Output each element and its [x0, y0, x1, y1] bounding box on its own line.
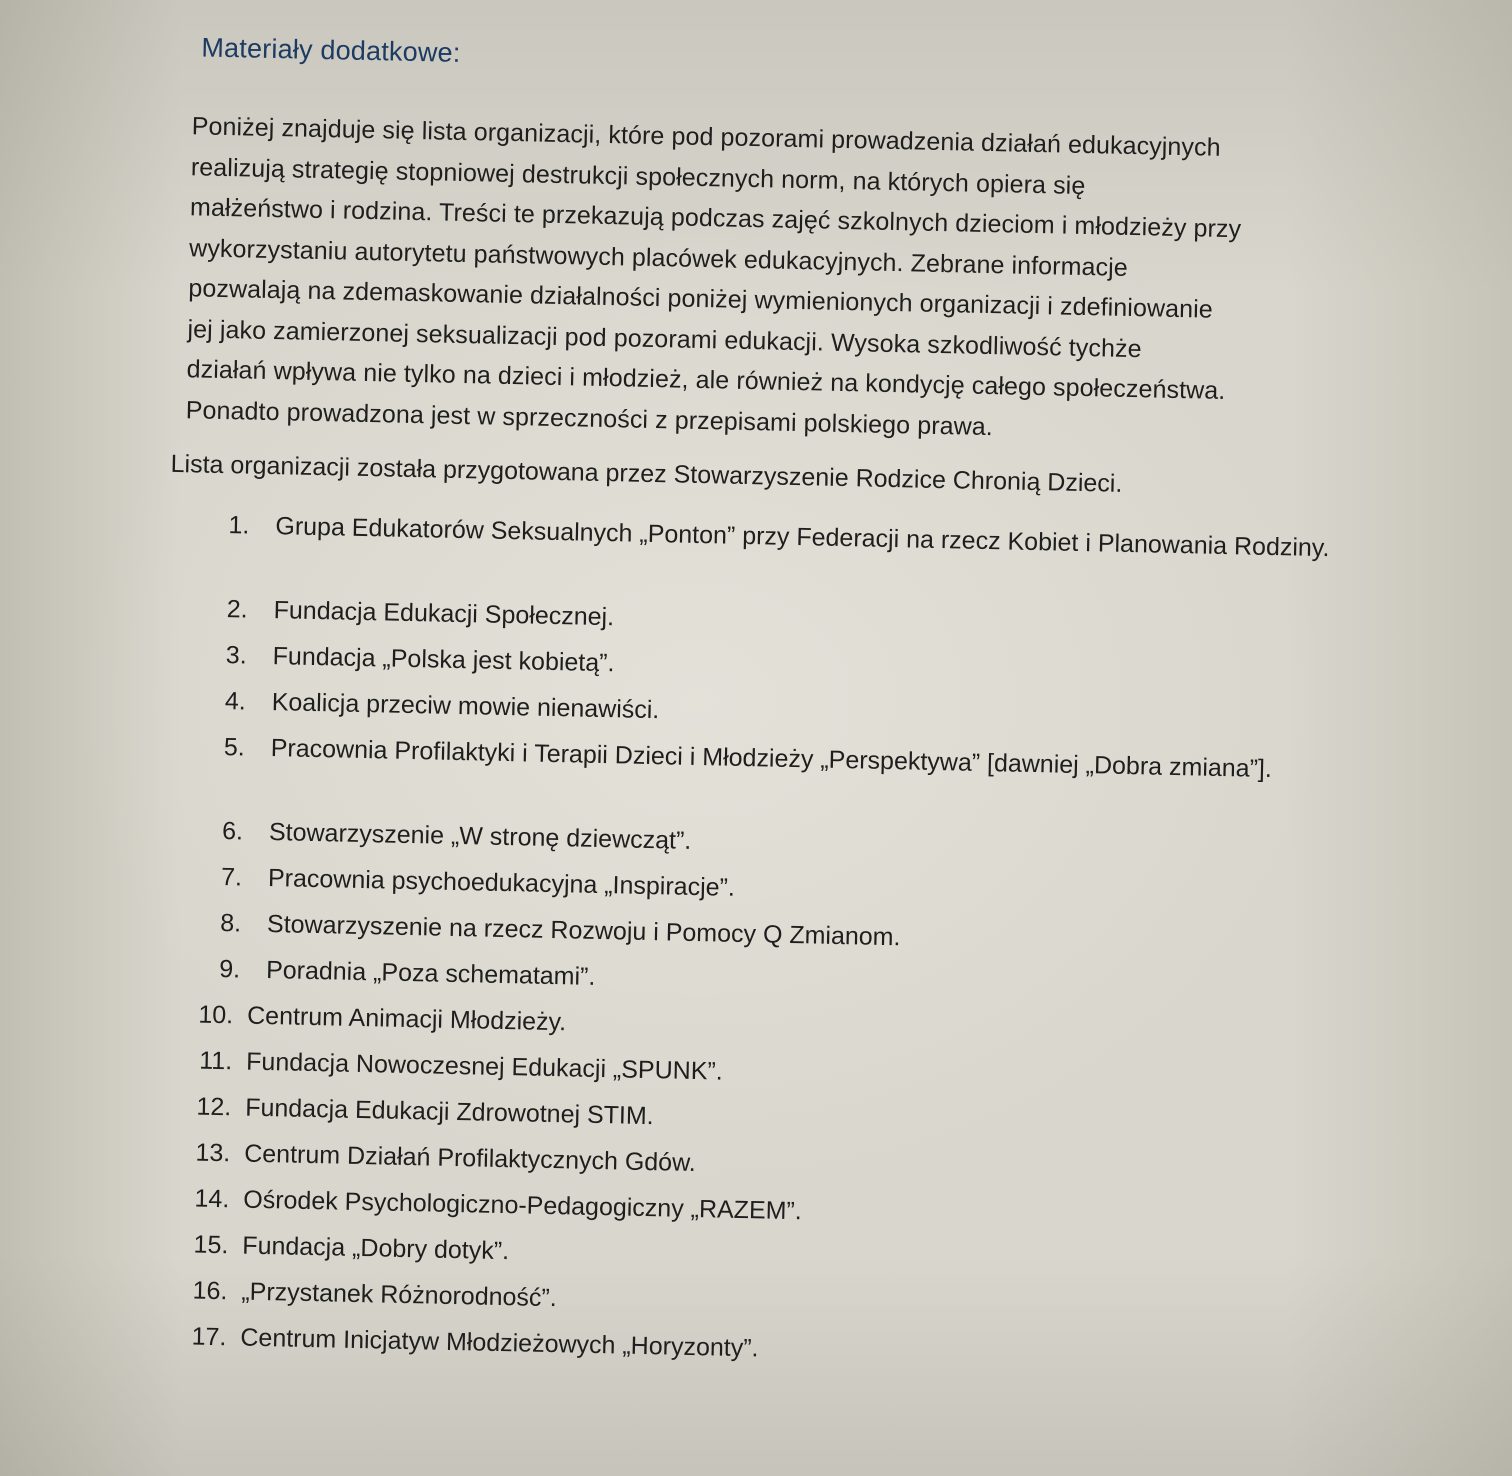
- list-item-number: 16.: [192, 1276, 228, 1306]
- list-item-text: Stowarzyszenie na rzecz Rozwoju i Pomocy Q Zmianom.: [266, 910, 901, 952]
- intro-line: pozwalają na zdemaskowanie działalności poniżej wymienionych organizacji i zdefiniowanie: [188, 274, 1214, 324]
- prepared-by-note: Lista organizacji została przygotowana przez Stowarzyszenie Rodzice Chronią Dzieci.: [170, 449, 1123, 498]
- list-item-number: 9.: [218, 955, 241, 984]
- list-item-number: 3.: [225, 641, 247, 670]
- document-heading: Materiały dodatkowe:: [201, 32, 461, 68]
- list-item-text: Fundacja „Polska jest kobietą”.: [272, 642, 615, 678]
- intro-line: Ponadto prowadzona jest w sprzeczności z przepisami polskiego prawa.: [185, 395, 994, 441]
- list-item: [169, 506, 1349, 567]
- intro-line: realizują strategię stopniowej destrukcji społecznych norm, na których opiera się: [190, 152, 1086, 200]
- list-item-number: 5.: [223, 733, 246, 762]
- intro-line: małżeństwo i rodzina. Treści te przekazują podczas zajęć szkolnych dzieciom i młodzieży przy: [189, 193, 1242, 244]
- list-item-number: 17.: [191, 1322, 227, 1352]
- list-item-number: 4.: [224, 687, 247, 716]
- list-item-text: Ośrodek Psychologiczno-Pedagogiczny „RAZEM”.: [243, 1185, 803, 1226]
- intro-line: działań wpływa nie tylko na dzieci i młodzież, ale również na kondycję całego społeczeństwa.: [186, 355, 1226, 405]
- list-item-number: 13.: [195, 1138, 231, 1168]
- list-item-number: 1.: [228, 511, 250, 540]
- list-item-text: Pracownia Profilaktyki i Terapii Dzieci i Młodzieży „Perspektywa” [dawniej „Dobra zmiana”].: [270, 734, 1273, 784]
- list-item-text: Stowarzyszenie „W stronę dziewcząt”.: [268, 818, 692, 855]
- intro-line: jej jako zamierzonej seksualizacji pod pozorami edukacji. Wysoka szkodliwość tychże: [187, 314, 1142, 363]
- list-item-number: 14.: [194, 1184, 230, 1214]
- list-item-text: Fundacja Nowoczesnej Edukacji „SPUNK”.: [245, 1047, 723, 1086]
- organization-list: [170, 506, 1370, 1363]
- list-item-text: Grupa Edukatorów Seksualnych „Ponton” przy Federacji na rzecz Kobiet i Planowania Rodziny.: [275, 512, 1330, 563]
- list-item-text: Fundacja Edukacji Zdrowotnej STIM.: [244, 1093, 654, 1131]
- intro-line: wykorzystaniu autorytetu państwowych placówek edukacyjnych. Zebrane informacje: [188, 233, 1129, 282]
- list-item-text: Poradnia „Poza schematami”.: [265, 956, 596, 991]
- list-item-text: Koalicja przeciw mowie nienawiści.: [271, 688, 660, 725]
- list-item-text: Centrum Animacji Młodzieży.: [246, 1001, 567, 1037]
- intro-line: Poniżej znajduje się lista organizacji, które pod pozorami prowadzenia działań edukacyjnych: [191, 112, 1221, 162]
- list-item-text: Fundacja „Dobry dotyk”.: [242, 1231, 510, 1266]
- list-item-text: Fundacja Edukacji Społecznej.: [273, 596, 615, 632]
- list-item-text: Pracownia psychoedukacyjna „Inspiracje”.: [267, 864, 736, 902]
- list-item-number: 8.: [219, 909, 242, 938]
- list-item-number: 11.: [199, 1046, 233, 1076]
- intro-paragraph: [185, 106, 1372, 455]
- list-item-text: Centrum Inicjatyw Młodzieżowych „Horyzonty”.: [240, 1323, 759, 1363]
- document-sheet: [151, 20, 1380, 1425]
- list-item-number: 10.: [198, 1000, 234, 1030]
- list-item-text: „Przystanek Różnorodność”.: [241, 1277, 558, 1313]
- list-item-number: 6.: [221, 817, 244, 846]
- list-item-text: Centrum Działań Profilaktycznych Gdów.: [243, 1139, 697, 1178]
- list-item-number: 2.: [226, 595, 248, 624]
- list-item-number: 12.: [196, 1092, 232, 1122]
- list-item-number: 15.: [193, 1230, 229, 1260]
- list-item-number: 7.: [220, 863, 243, 892]
